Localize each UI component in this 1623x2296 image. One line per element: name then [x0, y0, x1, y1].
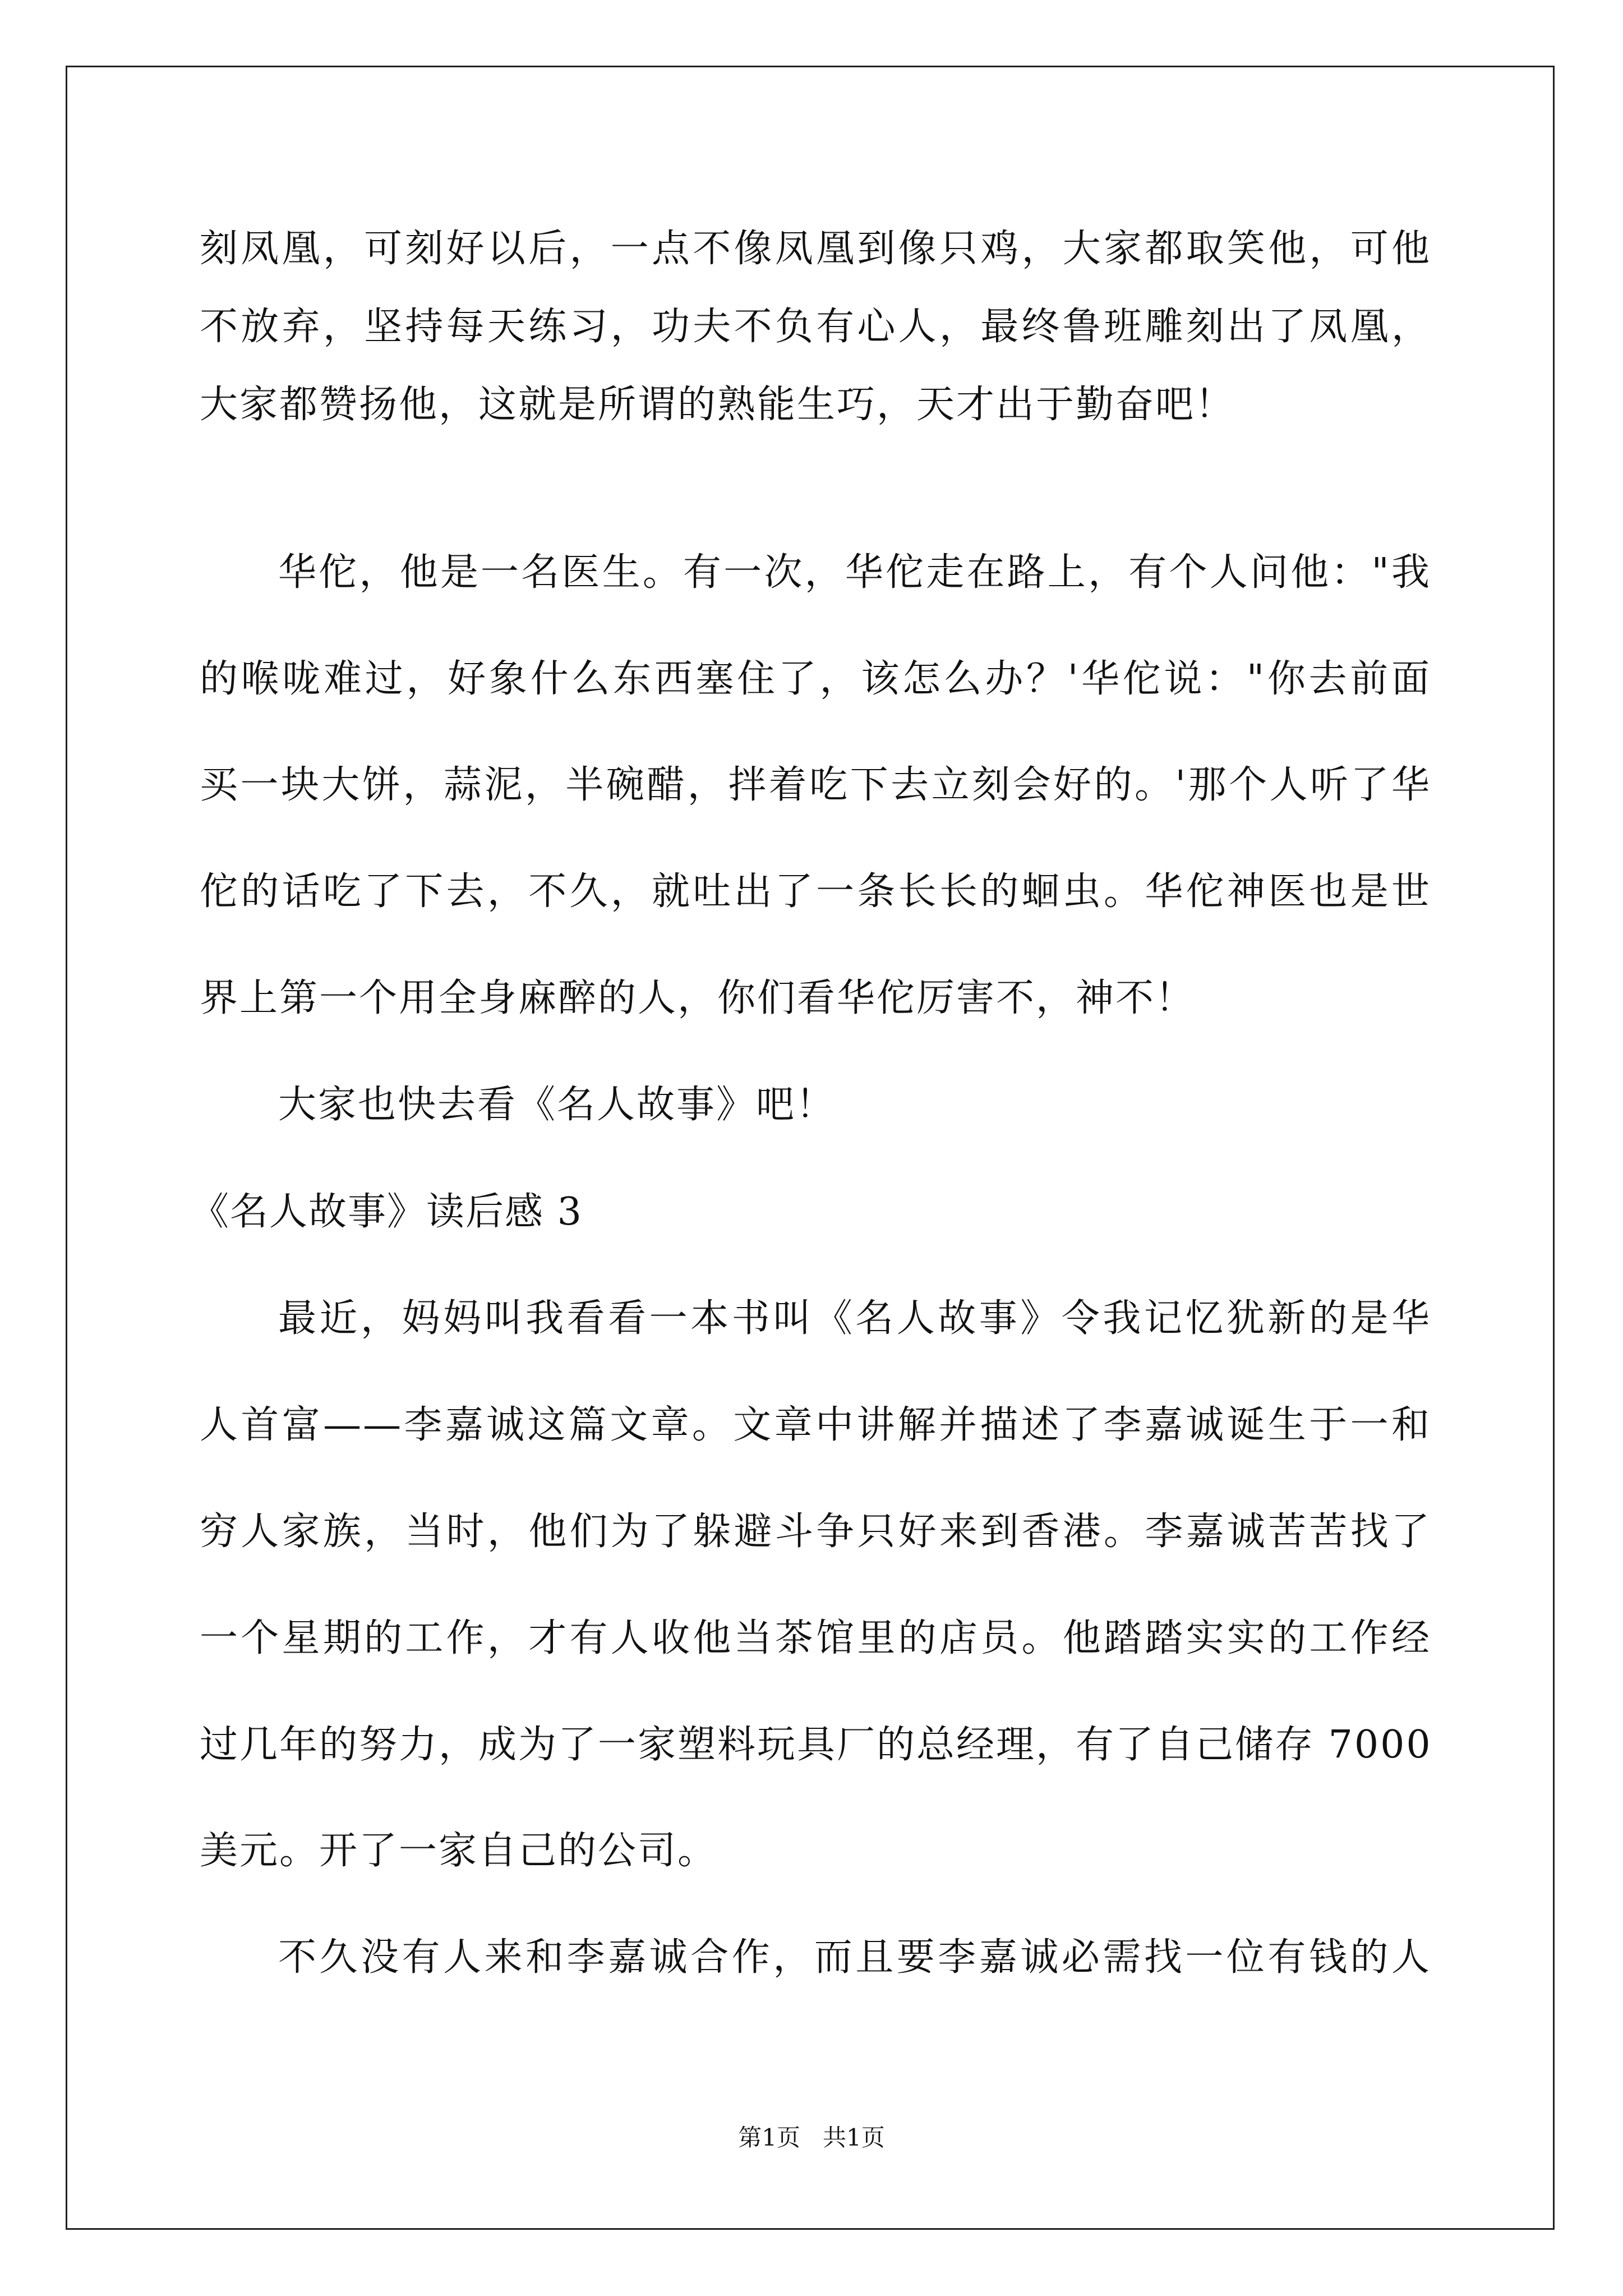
- paragraph-likashing-line-5: 过几年的努力，成为了一家塑料玩具厂的总经理，有了自己储存 7000: [200, 1723, 1432, 1767]
- paragraph-likashing-line-3: 穷人家族，当时，他们为了躲避斗争只好来到香港。李嘉诚苦苦找了: [200, 1510, 1431, 1554]
- body-text-line-2: 不放弃，坚持每天练习，功夫不负有心人，最终鲁班雕刻出了凤凰，: [200, 305, 1431, 349]
- paragraph-likashing-line-1: 最近，妈妈叫我看看一本书叫《名人故事》令我记忆犹新的是华: [278, 1296, 1431, 1341]
- paragraph-huatuo-line-5: 界上第一个用全身麻醉的人，你们看华佗厉害不，神不！: [200, 976, 1196, 1020]
- paragraph-huatuo-line-4: 佗的话吃了下去，不久，就吐出了一条长长的蛔虫。华佗神医也是世: [200, 869, 1431, 914]
- paragraph-huatuo-line-3: 买一块大饼，蒜泥，半碗醋，拌着吃下去立刻会好的。'那个人听了华: [200, 763, 1431, 807]
- paragraph-huatuo-line-2: 的喉咙难过，好象什么东西塞住了，该怎么办？'华佗说："你去前面: [200, 657, 1431, 701]
- paragraph-partnership-line-1: 不久没有人来和李嘉诚合作，而且要李嘉诚必需找一位有钱的人: [278, 1935, 1431, 1980]
- paragraph-likashing-line-6: 美元。开了一家自己的公司。: [200, 1829, 718, 1873]
- paragraph-huatuo-line-1: 华佗，他是一名医生。有一次，华佗走在路上，有个人问他："我: [278, 550, 1431, 595]
- paragraph-likashing-line-4: 一个星期的工作，才有人收他当茶馆里的店员。他踏踏实实的工作经: [200, 1616, 1431, 1660]
- section-heading: 《名人故事》读后感 3: [191, 1190, 583, 1234]
- body-text-line-3: 大家都赞扬他，这就是所谓的熟能生巧，天才出于勤奋吧！: [200, 383, 1235, 427]
- page-footer: 第1页 共1页: [738, 2124, 885, 2151]
- closing-sentence: 大家也快去看《名人故事》吧！: [278, 1083, 836, 1127]
- paragraph-likashing-line-2: 人首富——李嘉诚这篇文章。文章中讲解并描述了李嘉诚诞生于一和: [200, 1403, 1431, 1447]
- body-text-line-1: 刻凤凰，可刻好以后，一点不像凤凰到像只鸡，大家都取笑他，可他: [200, 227, 1431, 271]
